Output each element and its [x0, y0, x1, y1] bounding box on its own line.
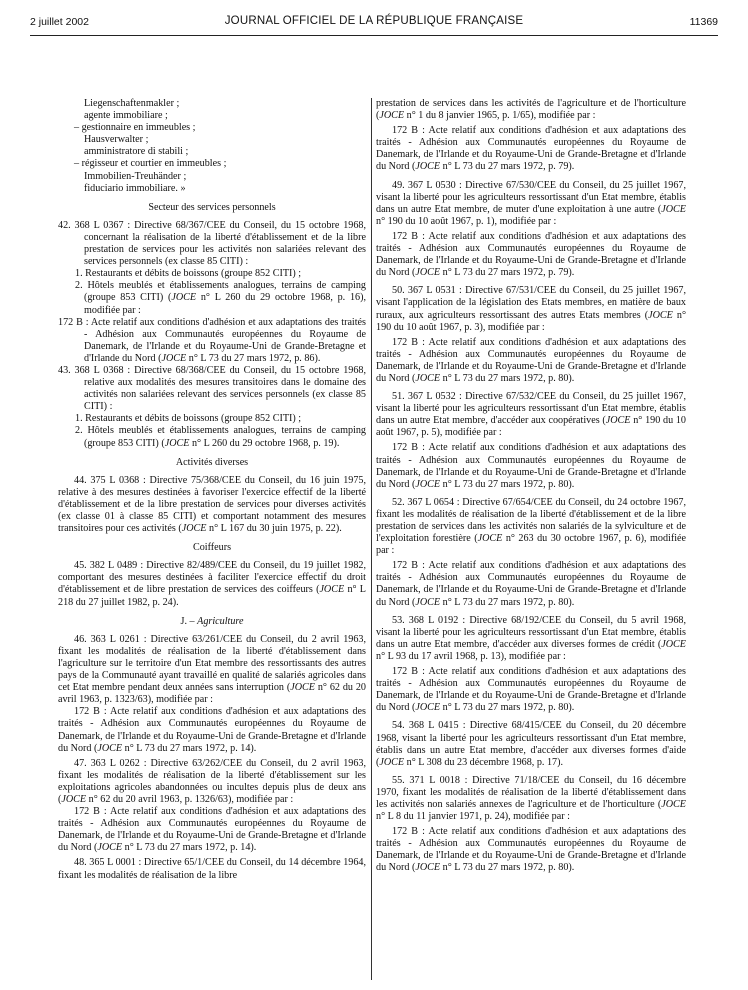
- item-52: 52. 367 L 0654 : Directive 67/654/CEE du Conseil, du 24 octobre 1967, fixant les modalités de réalisation de la liberté d'établissement et de la libre prestation de services dans les activités non salariés de la sylviculture et de l'exploitation forestière (JOCE n° 263 du 30 octobre 1967, p. 6), modifiée par :: [376, 496, 686, 557]
- dash-item-1-sub-2: amministratore di stabili ;: [84, 146, 189, 158]
- item-52-amendment: 172 B : Acte relatif aux conditions d'adhésion et aux adaptations des traités - Adhésion aux Communautés européennes du Royaume de Danemark, de l'Irlande et du Royaume-Uni de Grande-Bretagne et d'Irlande du Nord (JOCE n° L 73 du 27 mars 1972, p. 80).: [376, 560, 686, 608]
- dash-item-1-sub-1: Hausverwalter ;: [84, 134, 149, 146]
- item-43-sub-1: 1. Restaurants et débits de boissons (groupe 852 CITI) ;: [75, 413, 302, 425]
- page-header: [0, 0, 748, 52]
- dash-item-2: – régisseur et courtier en immeubles ;: [74, 158, 227, 170]
- item-47-amendment: 172 B : Acte relatif aux conditions d'adhésion et aux adaptations des traités - Adhésion aux Communautés européennes du Royaume de Danemark, de l'Irlande et du Royaume-Uni de Grande-Bretagne et d'Irlande du Nord (JOCE n° L 73 du 27 mars 1972, p. 14).: [58, 806, 366, 854]
- item-42-amendment: 172 B : Acte relatif aux conditions d'adhésion et aux adaptations des traités - Adhésion aux Communautés européennes du Royaume de Danemark, de l'Irlande et du Royaume-Uni de Grande-Bretagne et d'Irlande du Nord (JOCE n° L 73 du 27 mars 1972, p. 86).: [58, 316, 366, 364]
- section-heading-agriculture: J. – Agriculture: [180, 615, 244, 627]
- item-51: 51. 367 L 0532 : Directive 67/532/CEE du Conseil, du 25 juillet 1967, visant la liberté pour les agriculteurs ressortissant d'un Etat membre, établis dans un autre Etat membre, d'accéder aux coopératives (JOCE n° 190 du 10 août 1967, p. 5), modifiée par :: [376, 391, 686, 439]
- dash-item-1: – gestionnaire en immeubles ;: [74, 122, 196, 134]
- right-column: [376, 98, 686, 875]
- item-48-amendment: 172 B : Acte relatif aux conditions d'adhésion et aux adaptations des traités - Adhésion aux Communautés européennes du Royaume de Danemark, de l'Irlande et du Royaume-Uni de Grande-Bretagne et d'Irlande du Nord (JOCE n° L 73 du 27 mars 1972, p. 79).: [376, 125, 686, 173]
- section-heading-personnels: Secteur des services personnels: [148, 201, 276, 213]
- left-column: [58, 98, 366, 882]
- section-heading-coiffeurs: Coiffeurs: [192, 542, 232, 554]
- item-46-amendment: 172 B : Acte relatif aux conditions d'adhésion et aux adaptations des traités - Adhésion aux Communautés européennes du Royaume de Danemark, de l'Irlande et du Royaume-Uni de Grande-Bretagne et d'Irlande du Nord (JOCE n° L 73 du 27 mars 1972, p. 14).: [58, 706, 366, 754]
- item-55-amendment: 172 B : Acte relatif aux conditions d'adhésion et aux adaptations des traités - Adhésion aux Communautés européennes du Royaume de Danemark, de l'Irlande et du Royaume-Uni de Grande-Bretagne et d'Irlande du Nord (JOCE n° L 73 du 27 mars 1972, p. 80).: [376, 826, 686, 874]
- item-42-sub-2: 2. Hôtels meublés et établissements analogues, terrains de camping (groupe 853 CITI) (JOCE n° L 260 du 29 octobre 1968, p. 16), modifiée par :: [75, 280, 366, 316]
- item-45: 45. 382 L 0489 : Directive 82/489/CEE du Conseil, du 19 juillet 1982, comportant des mesures destinées à faciliter l'exercice effectif du droit d'établissement et de libre prestation de services des coiffeurs (JOCE n° L 218 du 27 juillet 1982, p. 24).: [58, 560, 366, 608]
- item-55: 55. 371 L 0018 : Directive 71/18/CEE du Conseil, du 16 décembre 1970, fixant les modalités de réalisation de la liberté d'établissement dans les activités non salariés annexes de l'agriculture et de l'horticulture (JOCE n° L 8 du 11 janvier 1971, p. 24), modifiée par :: [376, 774, 686, 823]
- dash-item-2-sub-1: Immobilien-Treuhänder ;: [84, 170, 187, 182]
- item-50: 50. 367 L 0531 : Directive 67/531/CEE du Conseil, du 25 juillet 1967, visant l'application de la législation des Etats membres, en matière de baux ruraux, aux agriculteurs ressortissant des autres Etats membres (JOCE n° 190 du 10 août 1967, p. 3), modifiée par :: [376, 285, 686, 333]
- intro-line-1: Liegenschaftenmakler ;: [84, 98, 180, 109]
- item-47: 47. 363 L 0262 : Directive 63/262/CEE du Conseil, du 2 avril 1963, fixant les modalités de réalisation de la liberté d'établissement sur les exploitations agricoles abandonnées ou incultes depuis plus de deux ans (JOCE n° 62 du 20 avril 1963, p. 1326/63), modifiée par :: [58, 757, 366, 805]
- item-43-sub-2: 2. Hôtels meublés et établissements analogues, terrains de camping (groupe 853 CITI) (JOCE n° L 260 du 29 octobre 1968, p. 19).: [75, 425, 366, 449]
- item-53-amendment: 172 B : Acte relatif aux conditions d'adhésion et aux adaptations des traités - Adhésion aux Communautés européennes du Royaume de Danemark, de l'Irlande et du Royaume-Uni de Grande-Bretagne et d'Irlande du Nord (JOCE n° L 73 du 27 mars 1972, p. 80).: [376, 666, 686, 714]
- item-48-start: 48. 365 L 0001 : Directive 65/1/CEE du Conseil, du 14 décembre 1964, fixant les modalités de réalisation de la libre: [58, 857, 366, 881]
- item-49: 49. 367 L 0530 : Directive 67/530/CEE du Conseil, du 25 juillet 1967, visant la liberté pour les agriculteurs ressortissant d'un Etat membre, établis dans un autre Etat membre, de muter d'une exploitation à une autre (JOCE n° 190 du 10 août 1967, p. 1), modifiée par :: [376, 179, 686, 227]
- item-42: 42. 368 L 0367 : Directive 68/367/CEE du Conseil, du 15 octobre 1968, concernant la réalisation de la liberté d'établissement et de la libre prestation de services pour les activités non salariées relevant des services personnels (ex classe 85 CITI) :: [58, 219, 366, 268]
- item-46: 46. 363 L 0261 : Directive 63/261/CEE du Conseil, du 2 avril 1963, fixant les modalités de réalisation de la liberté d'établissement dans l'agriculture sur le territoire d'un Etat membre des ressortissants des autres pays de la Communauté ayant travaillé en qualité de salariés agricoles dans cet Etat membre pendant deux années sans interruption (JOCE n° 62 du 20 avril 1963, p. 1323/63), modifiée par :: [58, 633, 366, 706]
- item-54: 54. 368 L 0415 : Directive 68/415/CEE du Conseil, du 20 décembre 1968, visant la liberté pour les agriculteurs ressortissant d'un Etat membre, établis dans un autre Etat membre, d'accéder aux diverses formes d'aide (JOCE n° L 308 du 23 décembre 1968, p. 17).: [376, 720, 686, 768]
- dash-item-2-sub-2: fiduciario immobiliare. »: [84, 182, 186, 194]
- item-43: 43. 368 L 0368 : Directive 68/368/CEE du Conseil, du 15 octobre 1968, relative aux modalités des mesures transitoires dans le domaine des activités non salariées relevant des services personnels (ex classe 85 CITI) :: [58, 364, 366, 413]
- item-48-cont: prestation de services dans les activités de l'agriculture et de l'horticulture (JOCE n° 1 du 8 janvier 1965, p. 1/65), modifiée par :: [376, 98, 686, 122]
- item-44: 44. 375 L 0368 : Directive 75/368/CEE du Conseil, du 16 juin 1975, relative à des mesures destinées à favoriser l'exercice effectif de la liberté d'établissement et de la libre prestation de services pour diverses activités (ex classe 01 à classe 85 CITI) et comportant notamment des mesures transitoires pour ces activités (JOCE n° L 167 du 30 juin 1975, p. 22).: [58, 474, 366, 535]
- intro-line-2: agente immobiliare ;: [84, 110, 168, 122]
- item-51-amendment: 172 B : Acte relatif aux conditions d'adhésion et aux adaptations des traités - Adhésion aux Communautés européennes du Royaume de Danemark, de l'Irlande et du Royaume-Uni de Grande-Bretagne et d'Irlande du Nord (JOCE n° L 73 du 27 mars 1972, p. 80).: [376, 442, 686, 490]
- column-divider: [371, 98, 372, 980]
- header-title: JOURNAL OFFICIEL DE LA RÉPUBLIQUE FRANÇAISE: [224, 15, 524, 27]
- item-53: 53. 368 L 0192 : Directive 68/192/CEE du Conseil, du 5 avril 1968, visant la liberté pour les agriculteurs ressortissant d'un Etat membre, établis dans un autre Etat membre, d'accéder aux diverses formes de crédit (JOCE n° L 93 du 17 avril 1968, p. 13), modifiée par :: [376, 614, 686, 662]
- item-42-sub-1: 1. Restaurants et débits de boissons (groupe 852 CITI) ;: [75, 268, 302, 280]
- header-date: 2 juillet 2002: [30, 16, 89, 28]
- header-page-number: 11369: [689, 16, 718, 28]
- item-50-amendment: 172 B : Acte relatif aux conditions d'adhésion et aux adaptations des traités - Adhésion aux Communautés européennes du Royaume de Danemark, de l'Irlande et du Royaume-Uni de Grande-Bretagne et d'Irlande du Nord (JOCE n° L 73 du 27 mars 1972, p. 80).: [376, 336, 686, 384]
- item-49-amendment: 172 B : Acte relatif aux conditions d'adhésion et aux adaptations des traités - Adhésion aux Communautés européennes du Royaume de Danemark, de l'Irlande et du Royaume-Uni de Grande-Bretagne et d'Irlande du Nord (JOCE n° L 73 du 27 mars 1972, p. 79).: [376, 230, 686, 279]
- section-heading-diverses: Activités diverses: [175, 456, 249, 468]
- header-rule: [30, 35, 718, 36]
